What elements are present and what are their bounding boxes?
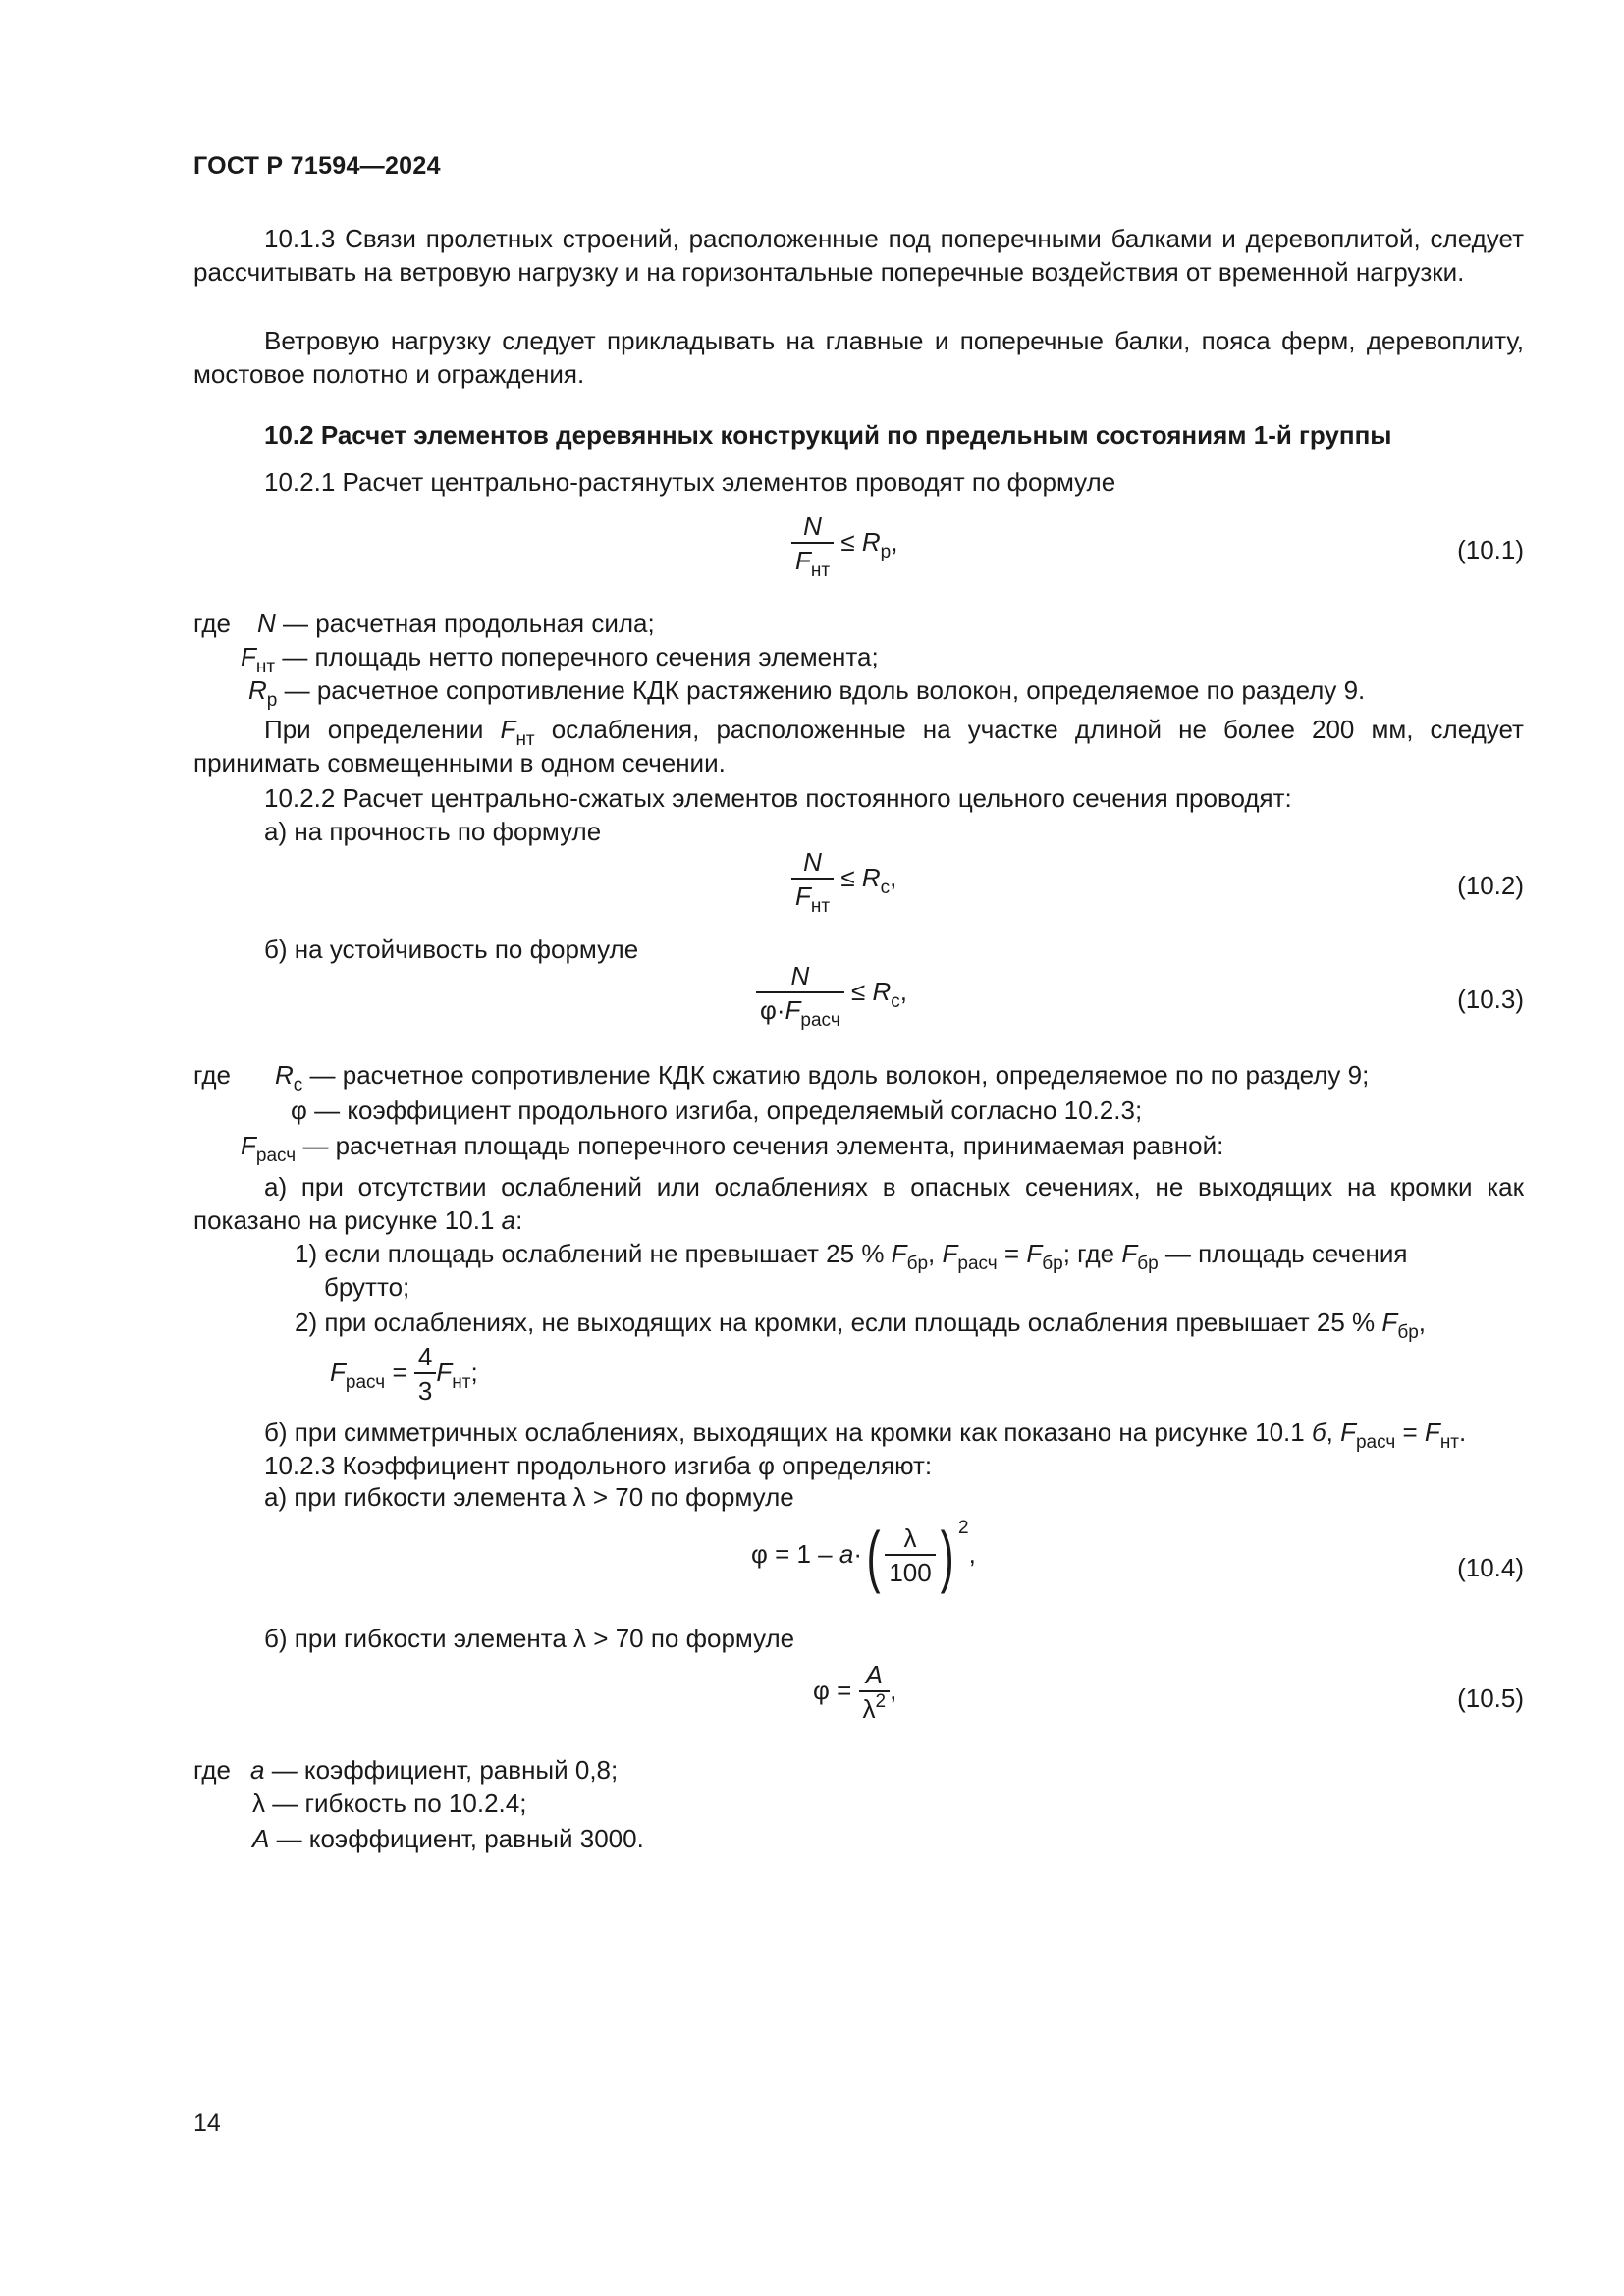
where-label: где — [193, 609, 231, 638]
equation-number-10-3: (10.3) — [1457, 985, 1524, 1014]
item-a-strength: а) на прочность по формуле — [264, 817, 602, 846]
right-paren: ) — [940, 1518, 954, 1594]
equation-number-10-1: (10.1) — [1457, 535, 1524, 564]
equation-number-10-2: (10.2) — [1457, 871, 1524, 900]
relation: ≤ — [850, 976, 866, 1006]
formula-10-5: φ = $\frac{A}{\lambda^2}$ , — [813, 1660, 897, 1724]
equation-number-10-5: (10.5) — [1457, 1683, 1524, 1713]
sub-c: с — [880, 877, 891, 898]
def-phi: φ — коэффициент продольного изгиба, определяемый согласно 10.2.3; — [291, 1095, 1143, 1125]
page-number: 14 — [193, 2109, 221, 2137]
sym-N: N — [803, 847, 822, 877]
paragraph-10-2-3: 10.2.3 Коэффициент продольного изгиба φ определяют: — [264, 1451, 933, 1480]
sym-R: R — [872, 976, 892, 1006]
where-label: где — [193, 1755, 231, 1785]
sub-p: р — [880, 541, 892, 562]
formula-10-3 — [756, 960, 908, 1031]
dot: · — [776, 995, 785, 1025]
formula-10-4: φ = 1 – a·( $\frac{\lambda}{100}$ ) $^2$, — [751, 1517, 976, 1594]
formula-10-1 — [791, 510, 898, 581]
sym-R: R — [861, 862, 881, 892]
section-title: 10.2 Расчет элементов деревянных конструкций по предельным состояниям 1-й группы — [264, 420, 1392, 450]
formula-F-rasch-4-3: $F_{расч}$ = $\frac{4}{3}$ $F_{нт}$; — [330, 1342, 478, 1406]
def-N: N — расчетная продольная сила; — [257, 609, 655, 638]
sub-nt: нт — [810, 896, 831, 917]
paragraph-10-2-1: 10.2.1 Расчет центрально-растянутых элементов проводят по формуле — [264, 467, 1116, 497]
item-b-symmetric: б) при симметричных ослаблениях, выходящих на кромки как показано на рисунке 10.1 б, $F_{расч} = F_{нт}$. — [264, 1417, 1467, 1453]
comma: , — [899, 976, 908, 1006]
fraction — [756, 960, 844, 1031]
paragraph-weakenings: При определении $F_{нт}$ ослабления, расположенные на участке длиной не более 200 мм, следует принимать совмещенными в одном сечении. — [193, 715, 1524, 777]
equation-number-10-4: (10.4) — [1457, 1553, 1524, 1582]
paragraph-10-2-2: 10.2.2 Расчет центрально-сжатых элементов постоянного цельного сечения проводят: — [264, 783, 1292, 813]
sym-F: F — [785, 995, 801, 1025]
sym-N: N — [790, 961, 810, 990]
def-R-p: $R_р$ — расчетное сопротивление КДК растяжению вдоль волокон, определяемое по разделу 9. — [248, 675, 1366, 711]
fraction-lambda-100: $\frac{\lambda}{100}$ — [885, 1522, 935, 1589]
subitem-2: 2) при ослаблениях, не выходящих на кромки, если площадь ослабления превышает 25 % $F_{бр}$, — [295, 1308, 1426, 1343]
def-a: a — коэффициент, равный 0,8; — [250, 1755, 619, 1785]
def-A: A — коэффициент, равный 3000. — [252, 1824, 644, 1853]
relation: ≤ — [840, 862, 855, 892]
relation: ≤ — [840, 526, 855, 557]
item-b-stability: б) на устойчивость по формуле — [264, 934, 639, 964]
def-F-nt: $F_{нт}$ — площадь нетто поперечного сечения элемента; — [241, 642, 879, 677]
where-label: где — [193, 1060, 231, 1090]
formula-10-2 — [791, 846, 897, 917]
sym-F: F — [795, 881, 811, 911]
fraction-A-lambda2: $\frac{A}{\lambda^2}$ — [859, 1659, 891, 1726]
fraction — [791, 510, 834, 581]
fraction-4-3: $\frac{4}{3}$ — [414, 1341, 436, 1408]
sub-rasch: расч — [800, 1010, 840, 1031]
item-b-flexibility: б) при гибкости элемента λ > 70 по формуле — [264, 1624, 795, 1653]
left-paren: ( — [866, 1518, 881, 1594]
fraction — [791, 846, 834, 917]
def-F-rasch: $F_{расч}$ — расчетная площадь поперечного сечения элемента, принимаемая равной: — [241, 1131, 1224, 1166]
paragraph-wind-load: Ветровую нагрузку следует прикладывать на главные и поперечные балки, пояса ферм, деревоплиту, мостовое полотно и ограждения. — [193, 326, 1524, 389]
def-lambda: λ — гибкость по 10.2.4; — [252, 1789, 527, 1818]
sym-N: N — [803, 511, 822, 541]
comma: , — [890, 862, 897, 892]
sym-phi: φ — [760, 995, 777, 1025]
standard-header: ГОСТ Р 71594—2024 — [193, 152, 441, 180]
item-a-no-weakening: а) при отсутствии ослаблений или ослаблениях в опасных сечениях, не выходящих на кромки как показано на рисунке 10.1 а: — [193, 1172, 1524, 1235]
item-a-flexibility: а) при гибкости элемента λ > 70 по формуле — [264, 1482, 794, 1512]
def-R-c: $R_с$ — расчетное сопротивление КДК сжатию вдоль волокон, определяемое по по разделу 9; — [275, 1060, 1370, 1095]
sub-c: c — [891, 990, 900, 1012]
subitem-1: 1) если площадь ослаблений не превышает 25 % $F_{бр}$, $F_{расч} = F_{бр}$; где $F_{бр}$ — площадь сечения брутто; — [295, 1239, 1408, 1302]
sub-nt: нт — [810, 561, 831, 581]
paragraph-10-1-3: 10.1.3 Связи пролетных строений, расположенные под поперечными балками и деревоплитой, следует рассчитывать на ветровую нагрузку и на горизонтальные поперечные воздействия от временной нагрузки. — [193, 224, 1524, 287]
sym-F: F — [795, 546, 811, 575]
sym-R: R — [861, 526, 881, 557]
comma: , — [891, 526, 898, 557]
